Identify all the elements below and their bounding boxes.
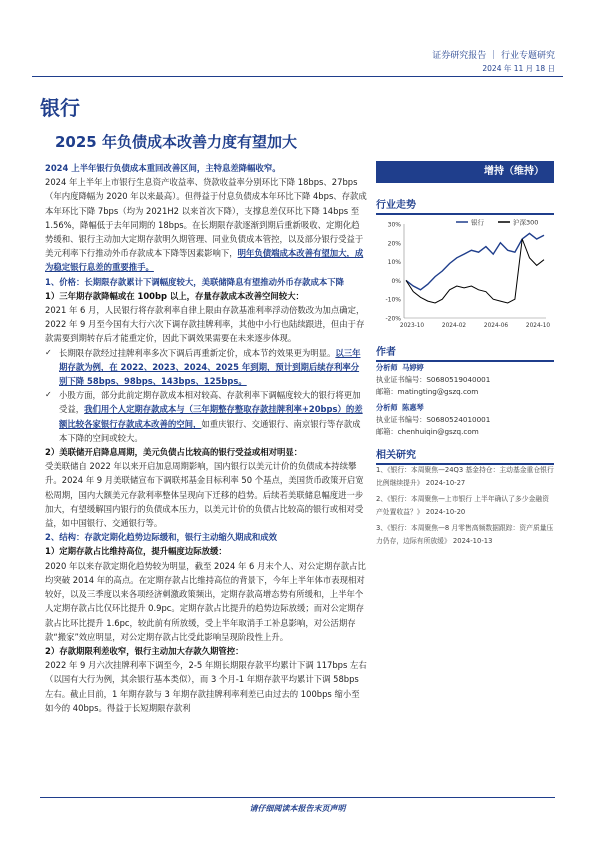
related-heading: 相关研究 bbox=[376, 446, 554, 465]
header-divider bbox=[32, 76, 563, 77]
paragraph-1 bbox=[45, 175, 367, 274]
related-item[interactable]: 3、《银行：本周聚焦—8 月零售高频数据跟踪：资产质量压力仍存，边际有所放缓》 2024-10-13 bbox=[376, 524, 554, 545]
footer-disclaimer: 请仔细阅读本报告末页声明 bbox=[249, 804, 346, 813]
analyst-1-role: 分析师 bbox=[376, 363, 398, 372]
x-tick-label: 2024-02 bbox=[441, 323, 467, 329]
rating-badge: 增持（维持） bbox=[376, 161, 554, 183]
paragraph-1-text: 2024 年上半年上市银行生息资产收益率、贷款收益率分别环比下降 18bps、27bps（年内度降幅为 2020 年以来最高）。但得益于付息负债成本年环比下降 4bps、存款成本年环比下降 7bps（均为 2021H2 以来首次下降），支撑息差仅环比下降 14bps 至 1.56%，降幅低于去年同期的 18bps。在长期限存款逐渐到期后重新吸收、定期化趋势缓和、银行主动加大定期存款明久期管理、同业负债成本管控，以及部分银行受益于美元利率下行推动外币存款成本下降等因素影响下， bbox=[45, 177, 367, 259]
subsection-4-heading: 2）存款期限利差收窄，银行主动加大存款久期管控： bbox=[45, 645, 244, 656]
authors-heading: 作者 bbox=[376, 343, 554, 362]
y-tick-label: 30% bbox=[387, 221, 401, 229]
analyst-2-cert: 执业证书编号：S0680524010001 bbox=[376, 415, 491, 424]
analyst-1-line bbox=[376, 362, 554, 374]
related-list bbox=[376, 464, 554, 547]
section-2-heading: 2、结构：存款定期化趋势边际缓和，银行主动缩久期成和成效 bbox=[45, 532, 277, 543]
bullet-2 bbox=[45, 388, 367, 445]
report-title: 2025 年负债成本改善力度有望加大 bbox=[55, 133, 297, 151]
x-tick-label: 2024-10 bbox=[525, 323, 551, 329]
y-tick-label: 10% bbox=[387, 259, 401, 267]
subsection-2-heading: 2）美联储开启降息周期，美元负债占比较高的银行受益或相对明显： bbox=[45, 447, 303, 458]
bullet-1-text: 长期限存款经过挂牌利率多次下调后再重新定价，成本节约效果更为明显。 bbox=[59, 347, 336, 358]
paragraph-5: 2022 年 9 月六次挂牌利率下调至今，2-5 年期长期限存款平均累计下调 117bps 左右（以国有大行为例，其余银行基本类似），而 3 个月-1 年期存款平均累计下调 58bps 左右。截止目前，1 年期存款与 3 年期存款挂牌利率利差已由过去的 100bps 缩小至如今的 40bps。得益于长短期限存款利 bbox=[45, 660, 367, 713]
bullet-2-text: 小股方面，部分此前定期存款成本相对较高、存款利率下调幅度较大的银行将更加受益， bbox=[59, 390, 361, 415]
bullet-1 bbox=[45, 346, 367, 389]
footer-divider bbox=[40, 797, 555, 798]
analyst-2-name: 陈惠琴 bbox=[402, 403, 424, 412]
y-tick-label: 0% bbox=[391, 277, 401, 285]
bullet-2-highlight: 我们用个人定期存款成本与（三年期整存整取存款挂牌利率+20bps）的差额比较各家银行存款成本改善的空间， bbox=[59, 404, 363, 429]
paragraph-2: 2021 年 6 月，人民银行将存款利率自律上限由存款基准利率浮动倍数改为加点确定，2022 年 9 月至今国有大行六次下调存款挂牌利率，其他中小行也陆续跟进，但由于存款需要到期转存后才能重定价，因此下调效果需要在未来逐步体现。 bbox=[45, 305, 365, 344]
x-tick-label: 2023-10 bbox=[399, 323, 425, 329]
y-tick-label: 20% bbox=[387, 240, 401, 248]
paragraph-4: 2020 年以来存款定期化趋势较为明显，截至 2024 年 6 月末个人、对公定期存款占比均突破 2014 年的高点。在定期存款占比维持高位的背景下，今年上半年体市表现相对较好，以及三季度以来各项经济刺激政策频出，定期存款高增态势有所缓和，上半年个人定期存款占比仅环比提升 0.9pc。定期存款占比提升的趋势边际放缓；而对公定期存款占比环比提升 1.6pc，较此前有所放缓，受上半年取消手工补息影响，对公活期存款“搬家”效应明显，对公定期存款占比受此影响呈现阶段性上升。 bbox=[45, 560, 366, 642]
related-item[interactable]: 2、《银行：本周聚焦—上市银行 上半年确认了多少金融资产处置收益？》 2024-10-20 bbox=[376, 495, 550, 516]
series-line-csi300 bbox=[406, 239, 544, 303]
paragraph-1-highlight: 明年负债端成本改善有望加大，成为稳定银行息差的重要推手。 bbox=[45, 248, 364, 273]
y-tick-label: -10% bbox=[385, 296, 401, 304]
report-date: 2024 年 11 月 18 日 bbox=[482, 64, 555, 73]
analyst-2-email: 邮箱：chenhuiqin@gszq.com bbox=[376, 427, 479, 436]
summary-heading: 2024 上半年银行负债成本重回改善区间，主特息差降幅收窄。 bbox=[45, 163, 281, 173]
report-type: 证券研究报告 ｜ 行业专题研究 bbox=[432, 51, 555, 61]
subsection-1-heading: 1）三年期存款降幅或在 100bp 以上，存量存款成本改善空间较大： bbox=[45, 290, 304, 301]
main-column bbox=[45, 161, 367, 715]
trend-heading: 行业走势 bbox=[376, 196, 554, 215]
bullet-1-highlight: 以三年期存款为例，在 2022、2023、2024、2025 年到期，预计到期后续存利率分别下降 58bps、98bps、143bps、125bps。 bbox=[59, 347, 361, 387]
analyst-1-name: 马婷婷 bbox=[402, 363, 424, 372]
analyst-1-email: 邮箱：matingting@gszq.com bbox=[376, 387, 479, 396]
legend-label: 沪深300 bbox=[513, 218, 539, 227]
analyst-2-role: 分析师 bbox=[376, 403, 398, 412]
legend-label: 银行 bbox=[471, 218, 484, 227]
analyst-1-cert: 执业证书编号：S0680519040001 bbox=[376, 375, 491, 384]
section-1-heading: 1、价格：长期限存款累计下调幅度较大，美联储降息有望推动外币存款成本下降 bbox=[45, 276, 344, 287]
industry-trend-chart bbox=[376, 214, 554, 338]
y-tick-label: -20% bbox=[385, 315, 401, 323]
analyst-2 bbox=[376, 402, 554, 438]
analyst-1 bbox=[376, 362, 554, 398]
analyst-2-line bbox=[376, 402, 554, 414]
paragraph-3: 受美联储自 2022 年以来开启加息周期影响，国内银行以美元计价的负债成本持续攀升。2024 年 9 月美联储宣布下调联邦基金目标利率 50 个基点，美国货币政策开启宽松周期，国内大额美元存款利率整体呈现向下迁移的趋势。后续若美联储息幅度进一步加大，有望缓解国内银行的负债成本压力，以美元计价的负债占比较高的银行或相对受益，如中国银行、交通银行等。 bbox=[45, 461, 364, 529]
subsection-3-heading: 1）定期存款占比维持高位，提升幅度边际放缓： bbox=[45, 546, 227, 557]
bullet-2-tail: 如重庆银行、交通银行、南京银行等存款成本下降的空间或较大。 bbox=[59, 418, 361, 443]
industry-name: 银行 bbox=[40, 96, 80, 120]
related-item[interactable]: 1、《银行：本周聚焦—24Q3 基金持仓：主动基金重仓银行比例继续提升》 2024-10-27 bbox=[376, 466, 554, 487]
x-tick-label: 2024-06 bbox=[483, 323, 509, 329]
